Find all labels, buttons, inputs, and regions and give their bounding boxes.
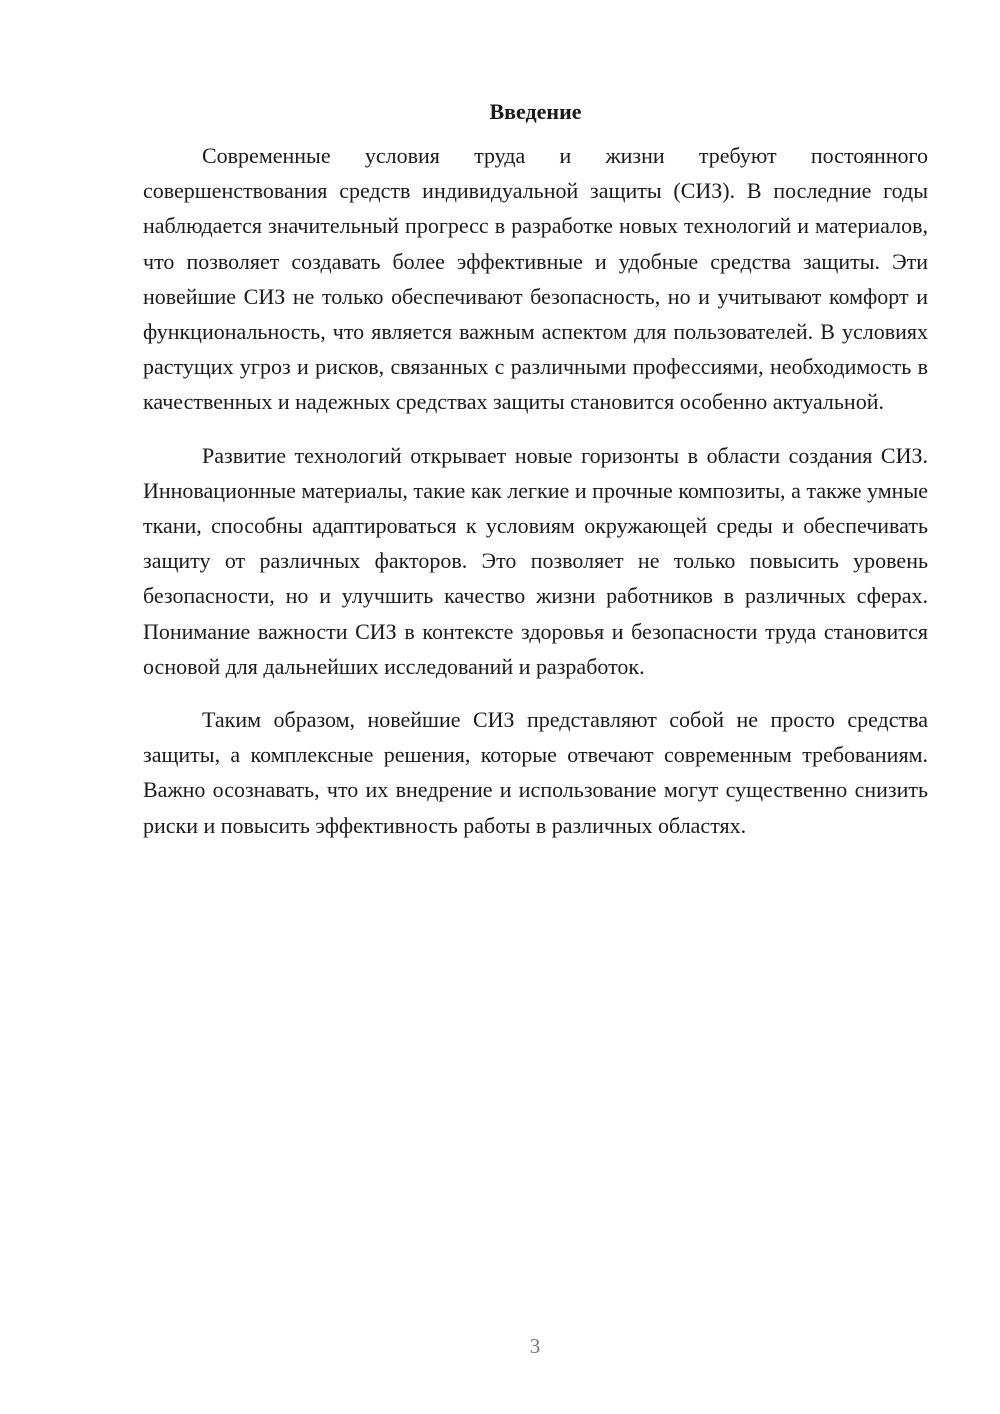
paragraph-3: Таким образом, новейшие СИЗ представляют собой не просто средства защиты, а комплексные решения, которые отвечают современным требованиям. Важно осознавать, что их внедрение и использование могут существенно снизить риски и повысить эффективность работы в различных областях. [143,707,928,838]
page-content [143,96,928,861]
paragraph-2: Развитие технологий открывает новые горизонты в области создания СИЗ. Инновационные материалы, такие как легкие и прочные композиты, а также умные ткани, способны адаптироваться к условиям окружающей среды и обеспечивать защиту от различных факторов. Это позволяет не только повысить уровень безопасности, но и улучшить качество жизни работников в различных сферах. Понимание важности СИЗ в контексте здоровья и безопасности труда становится основой для дальнейших исследований и разработок. [143,442,928,679]
paragraph-1: Современные условия труда и жизни требуют постоянного совершенствования средств индивидуальной защиты (СИЗ). В последние годы наблюдается значительный прогресс в разработке новых технологий и материалов, что позволяет создавать более эффективные и удобные средства защиты. Эти новейшие СИЗ не только обеспечивают безопасность, но и учитывают комфорт и функциональность, что является важным аспектом для пользователей. В условиях растущих угроз и рисков, связанных с различными профессиями, необходимость в качественных и надежных средствах защиты становится особенно актуальной. [143,143,928,415]
page-number: 3 [529,1334,541,1358]
section-title: Введение [489,99,582,124]
